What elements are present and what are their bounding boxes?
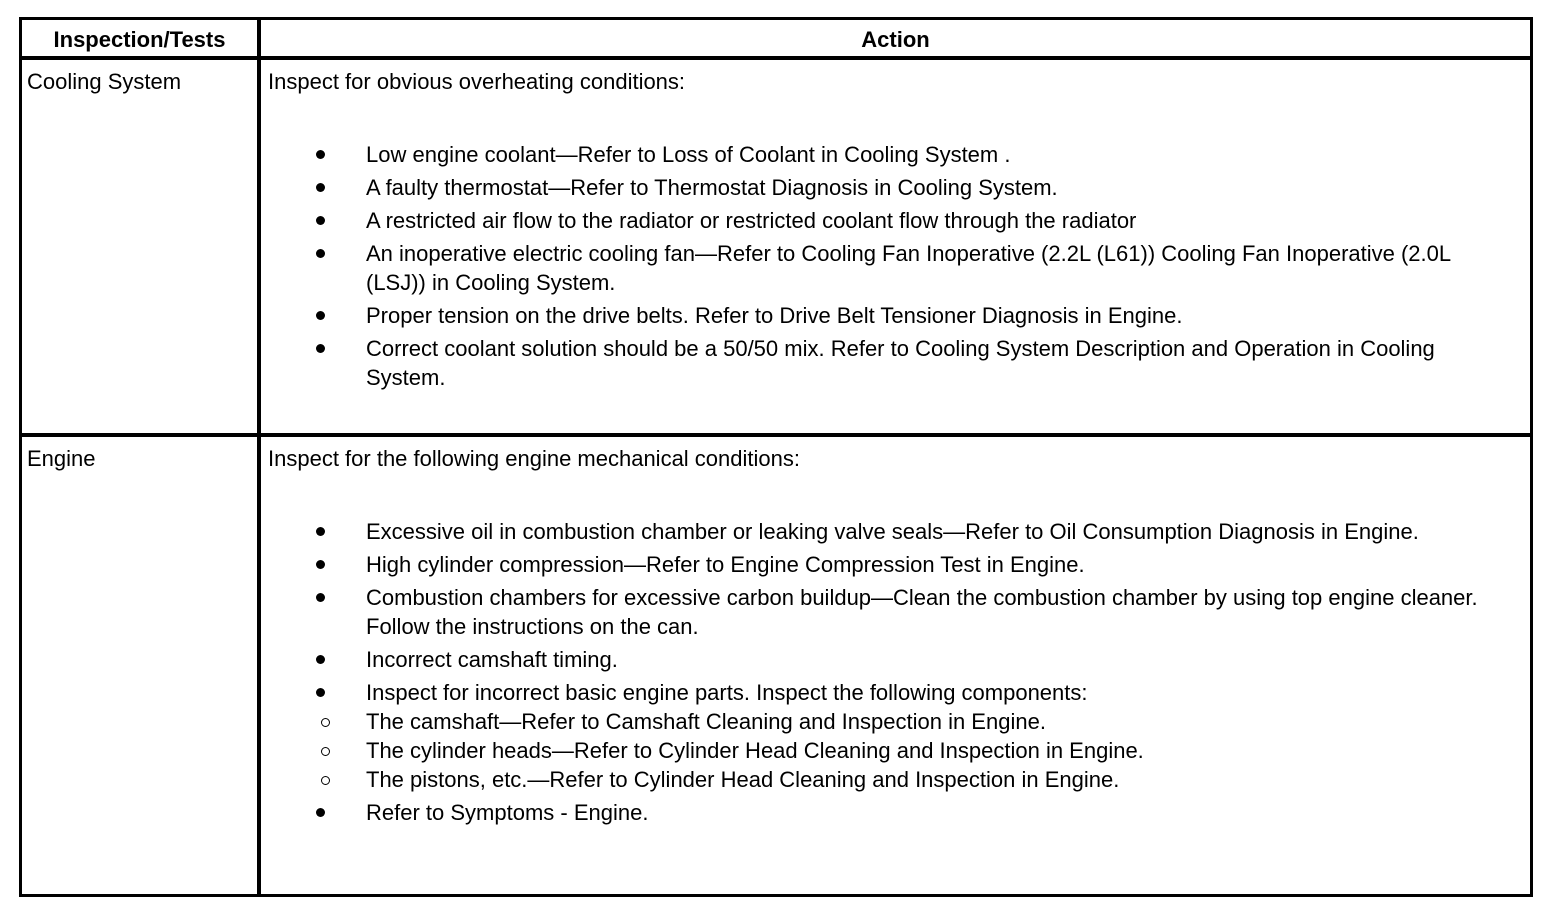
- list-item-with-sublist: [268, 678, 1500, 794]
- sub-list-item: The camshaft—Refer to Camshaft Cleaning and Inspection in Engine.: [266, 707, 1500, 736]
- list-item: A restricted air flow to the radiator or restricted coolant flow through the radiator: [268, 206, 1500, 235]
- list-item: Excessive oil in combustion chamber or leaking valve seals—Refer to Oil Consumption Diagnosis in Engine.: [268, 517, 1500, 546]
- sub-bullet-list: [366, 707, 1500, 794]
- list-item: High cylinder compression—Refer to Engine Compression Test in Engine.: [268, 550, 1500, 579]
- row-label-engine: Engine: [27, 446, 96, 471]
- list-item: Low engine coolant—Refer to Loss of Coolant in Cooling System .: [268, 140, 1500, 169]
- list-item-text: Inspect for incorrect basic engine parts. Inspect the following components:: [366, 680, 1088, 705]
- header-action: Action: [861, 27, 930, 52]
- sub-list-item: The cylinder heads—Refer to Cylinder Head Cleaning and Inspection in Engine.: [266, 736, 1500, 765]
- row-divider: [22, 433, 1530, 437]
- list-item: Correct coolant solution should be a 50/50 mix. Refer to Cooling System Description and Operation in Cooling System.: [268, 334, 1500, 392]
- row-action-engine: [268, 445, 1500, 831]
- header-inspection-tests: Inspection/Tests: [53, 27, 226, 52]
- header-divider: [22, 56, 1530, 60]
- list-item: Incorrect camshaft timing.: [268, 645, 1500, 674]
- list-item: Refer to Symptoms - Engine.: [268, 798, 1500, 827]
- sub-list-item: The pistons, etc.—Refer to Cylinder Head Cleaning and Inspection in Engine.: [266, 765, 1500, 794]
- action-bullet-list: [268, 140, 1500, 392]
- list-item: A faulty thermostat—Refer to Thermostat Diagnosis in Cooling System.: [268, 173, 1500, 202]
- list-item: Proper tension on the drive belts. Refer to Drive Belt Tensioner Diagnosis in Engine.: [268, 301, 1500, 330]
- row-action-cooling-system: [268, 68, 1500, 396]
- action-intro: Inspect for the following engine mechanical conditions:: [268, 446, 800, 471]
- list-item: An inoperative electric cooling fan—Refer to Cooling Fan Inoperative (2.2L (L61)) Cooling Fan Inoperative (2.0L (LSJ)) in Cooling System.: [268, 239, 1500, 297]
- row-label-cooling-system: Cooling System: [27, 69, 182, 94]
- action-bullet-list: [268, 517, 1500, 827]
- list-item: Combustion chambers for excessive carbon buildup—Clean the combustion chamber by using top engine cleaner. Follow the instructions on the can.: [268, 583, 1500, 641]
- column-divider: [257, 20, 261, 894]
- inspection-table: [19, 17, 1533, 897]
- action-intro: Inspect for obvious overheating conditions:: [268, 69, 686, 94]
